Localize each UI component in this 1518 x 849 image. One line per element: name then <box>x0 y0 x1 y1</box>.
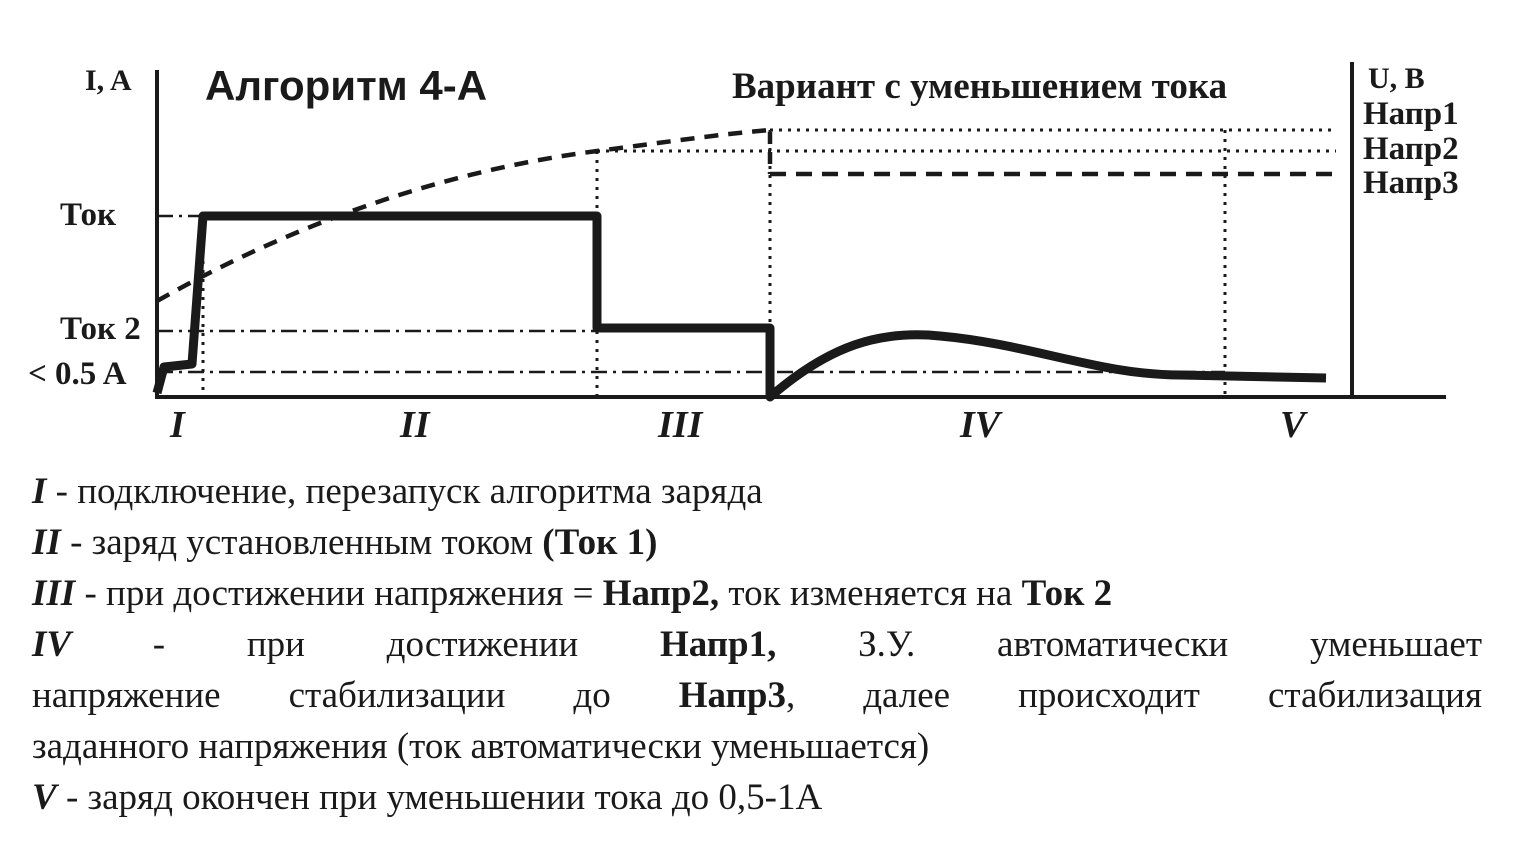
current-reference-lines <box>157 216 1225 372</box>
legend-stage-4-line1 <box>32 619 1482 670</box>
legend-stage-4-line2-a: напряжение стабилизации до <box>32 675 679 716</box>
current-level-tok2: Ток 2 <box>60 311 141 347</box>
legend-stage-3-text1: - при достижении напряжения = <box>75 573 603 614</box>
stage-label-2: II <box>400 404 430 446</box>
diagram-subtitle: Вариант с уменьшением тока <box>732 66 1228 107</box>
legend-stage-4-line2-c: , далее происходит стабилизация <box>785 675 1482 716</box>
legend-stage-2-num: II <box>32 522 61 563</box>
stage-label-3: III <box>658 404 703 446</box>
legend-stage-4-line3 <box>32 721 1482 772</box>
diagram-title: Алгоритм 4-А <box>205 62 488 109</box>
legend-stage-4-line3-text: заданного напряжения (ток автоматически уменьшается) <box>32 726 930 767</box>
legend-stage-3-bold2: Ток 2 <box>1021 573 1113 614</box>
legend-stage-1-text: - подключение, перезапуск алгоритма заряда <box>46 471 763 512</box>
legend-stage-1-num: I <box>32 471 47 512</box>
voltage-level-napr3: Напр3 <box>1363 165 1459 201</box>
legend-stage-5 <box>32 772 1482 823</box>
legend-stage-4-num: IV <box>32 624 72 665</box>
legend-stage-4-line1-a: - при достижении <box>71 624 660 665</box>
legend-stage-1 <box>32 466 1482 517</box>
legend-stage-2-bold: (Ток 1) <box>542 522 658 563</box>
legend-stage-2 <box>32 517 1482 568</box>
left-axis-label: I, A <box>85 64 132 97</box>
legend-stage-5-num: V <box>32 777 57 818</box>
legend-stage-4-line1-c: З.У. автоматически уменьшает <box>776 624 1482 665</box>
stage-label-1: I <box>170 404 185 446</box>
right-axis-label: U, B <box>1368 62 1425 95</box>
legend-stage-5-text: - заряд окончен при уменьшении тока до 0,5-1А <box>56 777 823 818</box>
legend-stage-3-bold1: Напр2, <box>602 573 720 614</box>
current-level-min: < 0.5 A <box>28 356 127 392</box>
voltage-level-napr2: Напр2 <box>1363 131 1459 167</box>
current-curve <box>157 216 1326 397</box>
legend-stage-3-text2: ток изменяется на <box>719 573 1022 614</box>
legend-stage-2-text: - заряд установленным током <box>60 522 543 563</box>
voltage-level-napr1: Напр1 <box>1363 96 1459 132</box>
legend-stage-4-line2-b: Напр3 <box>678 675 786 716</box>
current-level-tok: Ток <box>60 197 117 233</box>
stage-label-4: IV <box>960 404 1001 446</box>
legend-stage-4-line2 <box>32 670 1482 721</box>
legend-stage-3-num: III <box>32 573 76 614</box>
legend-stage-4-line1-b: Напр1, <box>659 624 777 665</box>
legend-stage-3 <box>32 568 1482 619</box>
stage-legend <box>32 466 1482 823</box>
stage-label-5: V <box>1280 404 1306 446</box>
